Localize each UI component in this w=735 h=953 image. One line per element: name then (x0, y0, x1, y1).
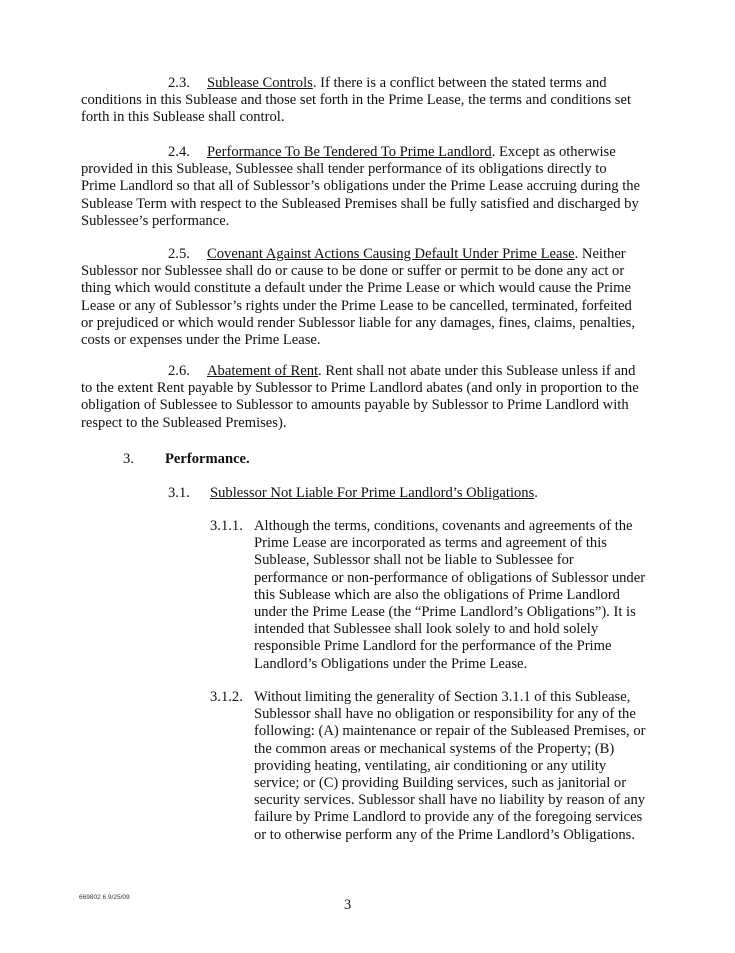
section-heading: Abatement of Rent (207, 363, 319, 379)
section-number: 2.4. (168, 144, 190, 160)
clause-text: Although the terms, conditions, covenants and agreements of the Prime Lease are incorporated as terms and agreement of this Sublease, Sublessor shall not be liable to Sublessee for performance or non-performance of obligations of Sublessor under this Sublease which are also the obligations of Prime Landlord under the Prime Lease (the “Prime Landlord’s Obligations”). It is intended that Sublessee shall look solely to and hold solely responsible Prime Landlord for the performance of the Prime Landlord’s Obligations under the Prime Lease. (254, 518, 646, 672)
footer-document-id: 669802 6 9/25/09 (79, 894, 130, 901)
section-2-6 (81, 363, 641, 432)
clause-3-1-1 (210, 518, 650, 673)
section-heading: Sublease Controls (207, 75, 313, 91)
section-number: 2.3. (168, 75, 190, 91)
section-heading: Performance To Be Tendered To Prime Landlord (207, 144, 492, 160)
article-title: Performance. (165, 451, 250, 467)
section-number: 2.6. (168, 363, 190, 379)
subsection-title: Sublessor Not Liable For Prime Landlord’s Obligations (210, 485, 535, 501)
section-text: . Rent shall not abate under this Sublease unless if and to the extent Rent payable by Sublessor to Prime Landlord abates (and only in proportion to the obligation of Sublessee to Sublessor to amounts payable by Sublessor to Prime Landlord with respect to the Subleased Premises). (81, 363, 639, 431)
subsection-3-1-heading (168, 485, 538, 502)
article-3-heading (123, 451, 250, 468)
section-text: . If there is a conflict between the stated terms and conditions in this Sublease and those set forth in the Prime Lease, the terms and conditions set forth in this Sublease shall control. (81, 75, 632, 126)
clause-3-1-2 (210, 689, 650, 844)
clause-number: 3.1.1. (210, 518, 243, 534)
section-text: . Neither Sublessor nor Sublessee shall do or cause to be done or suffer or permit to be done any act or thing which would constitute a default under the Prime Lease or which would cause the Prime Lease or any of Sublessor’s rights under the Prime Lease to be cancelled, terminated, forfeited or prejudiced or which would render Sublessor liable for any damages, fines, claims, penalties, costs or expenses under the Prime Lease. (81, 246, 635, 349)
section-2-3 (81, 75, 641, 127)
subsection-number: 3.1. (168, 485, 190, 501)
section-number: 2.5. (168, 246, 190, 262)
section-text: . Except as otherwise provided in this Sublease, Sublessee shall tender performance of its obligations directly to Prime Landlord so that all of Sublessor’s obligations under the Prime Lease accruing during the Sublease Term with respect to the Subleased Premises shall be fully satisfied and discharged by Sublessee’s performance. (81, 144, 641, 229)
clause-number: 3.1.2. (210, 689, 243, 705)
section-2-5 (81, 246, 641, 349)
subsection-trail: . (534, 485, 538, 501)
page-number: 3 (344, 897, 352, 913)
section-2-4 (81, 144, 641, 230)
section-heading: Covenant Against Actions Causing Default Under Prime Lease (207, 246, 575, 262)
article-number: 3. (123, 451, 134, 467)
clause-text: Without limiting the generality of Section 3.1.1 of this Sublease, Sublessor shall have no obligation or responsibility for any of the following: (A) maintenance or repair of the Subleased Premises, or the common areas or mechanical systems of the Property; (B) providing heating, ventilating, air conditioning or any utility service; or (C) providing Building services, such as janitorial or security services. Sublessor shall have no liability by reason of any failure by Prime Landlord to provide any of the foregoing services or to otherwise perform any of the Prime Landlord’s Obligations. (254, 689, 646, 843)
